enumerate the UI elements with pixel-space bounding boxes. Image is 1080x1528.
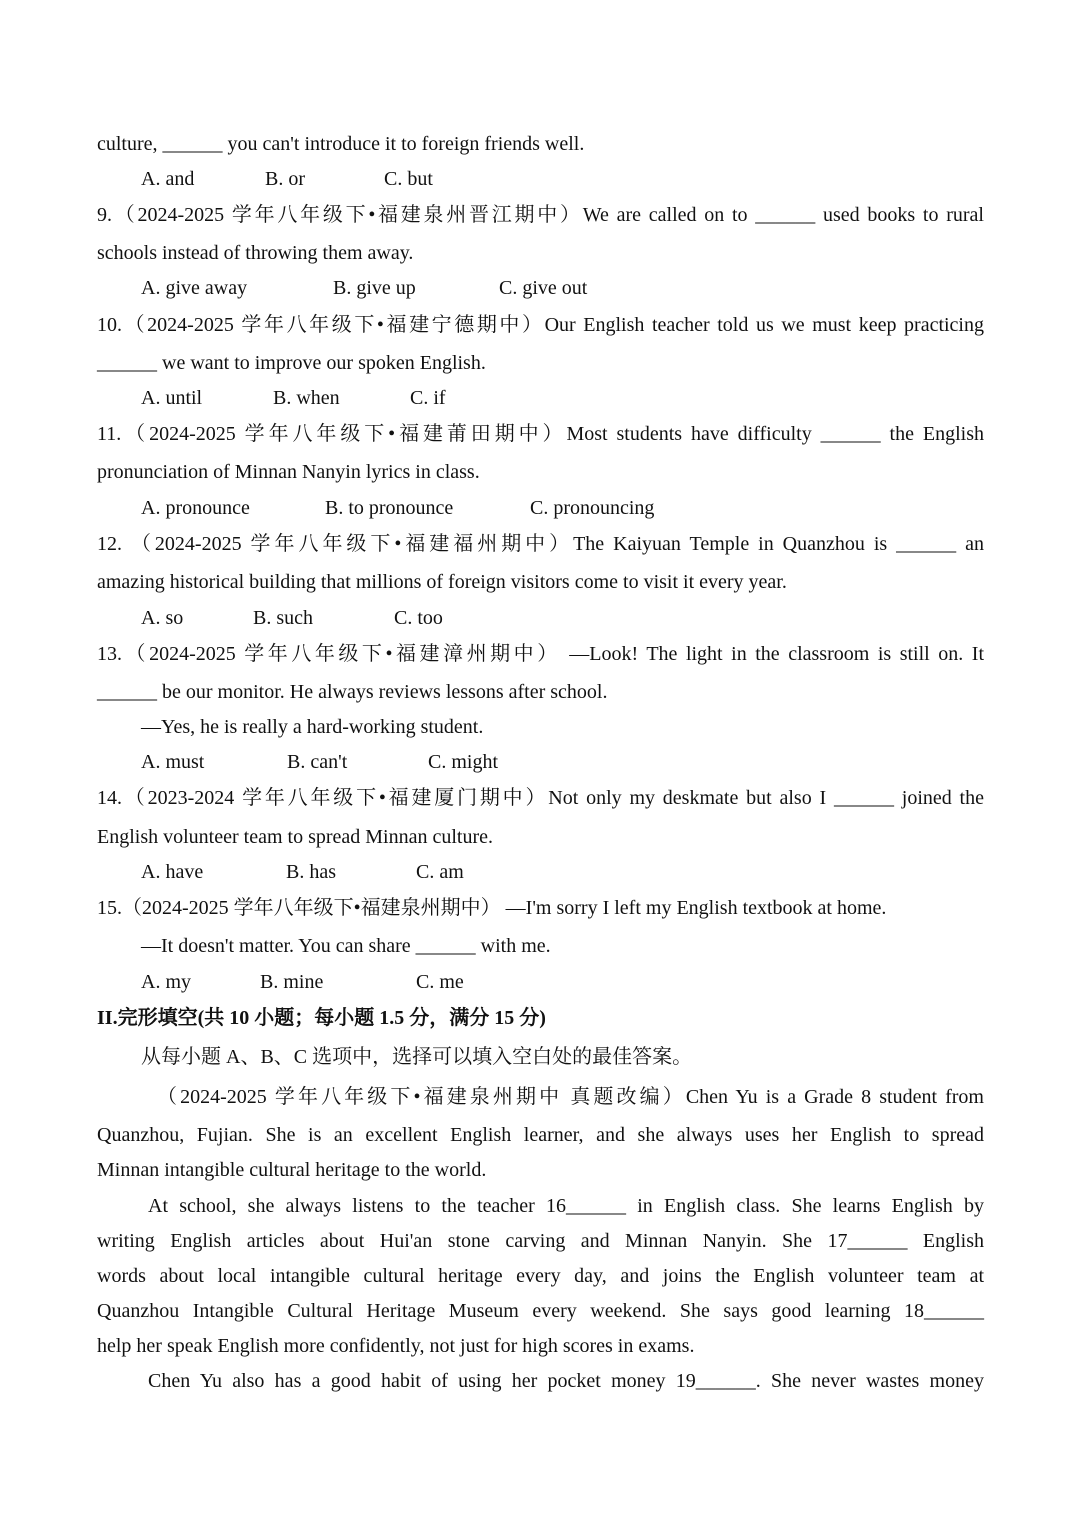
option-b: B. mine [260,971,324,993]
question-13-options [141,747,499,777]
passage-p1-line-3: Minnan intangible cultural heritage to the world. [97,1159,487,1181]
question-14-line-2: English volunteer team to spread Minnan culture. [97,826,494,848]
option-c: C. pronouncing [530,497,655,519]
question-11-options [141,493,655,523]
question-10-line-1: 10.（2024-2025 学年八年级下•福建宁德期中）Our English teacher told us we must keep practicing [97,314,984,336]
option-b: B. has [286,861,336,883]
question-8-options [141,164,433,194]
option-b: B. give up [333,277,416,299]
option-a: A. and [141,168,195,190]
option-a: A. pronounce [141,497,250,519]
passage-p1-line-1: （2024-2025 学年八年级下•福建泉州期中 真题改编）Chen Yu is a Grade 8 student from [157,1086,984,1108]
question-8-continuation: culture, ______ you can't introduce it to foreign friends well. [97,133,585,155]
question-11-line-2: pronunciation of Minnan Nanyin lyrics in class. [97,461,480,483]
option-b: B. to pronounce [325,497,454,519]
passage-p2-line-3: words about local intangible cultural heritage every day, and joins the English volunteer team at [97,1265,984,1287]
question-14-options [141,857,464,887]
option-a: A. have [141,861,204,883]
option-a: A. so [141,607,184,629]
question-12-line-1: 12. （2024-2025 学年八年级下•福建福州期中）The Kaiyuan Temple in Quanzhou is ______ an [97,533,984,555]
option-c: C. if [410,387,446,409]
question-9-options [141,273,588,303]
question-10-options [141,383,446,413]
option-b: B. such [253,607,313,629]
question-13-line-3: —Yes, he is really a hard-working student. [141,716,484,738]
question-13-line-2: ______ be our monitor. He always reviews lessons after school. [97,681,608,703]
option-c: C. give out [499,277,588,299]
passage-p2-line-4: Quanzhou Intangible Cultural Heritage Museum every weekend. She says good learning 18______ [97,1300,984,1322]
passage-p2-line-5: help her speak English more confidently, not just for high scores in exams. [97,1335,695,1357]
section-instruction: 从每小题 A、B、C 选项中，选择可以填入空白处的最佳答案。 [141,1046,693,1068]
question-15-options [141,967,464,997]
question-14-line-1: 14.（2023-2024 学年八年级下•福建厦门期中）Not only my deskmate but also I ______ joined the [97,787,984,809]
question-15-line-2: —It doesn't matter. You can share ______ with me. [141,935,551,957]
option-a: A. give away [141,277,248,299]
option-a: A. must [141,751,205,773]
question-9-line-1: 9.（2024-2025 学年八年级下•福建泉州晋江期中）We are called on to ______ used books to rural [97,204,984,226]
option-b: B. can't [287,751,348,773]
question-15-line-1: 15.（2024-2025 学年八年级下•福建泉州期中） —I'm sorry I left my English textbook at home. [97,897,887,919]
passage-p3-line-1: Chen Yu also has a good habit of using her pocket money 19______. She never wastes money [148,1370,984,1392]
option-c: C. am [416,861,464,883]
passage-p1-line-2: Quanzhou, Fujian. She is an excellent English learner, and she always uses her English to spread [97,1124,984,1146]
option-b: B. or [265,168,305,190]
passage-p2-line-2: writing English articles about Hui'an stone carving and Minnan Nanyin. She 17______ English [97,1230,984,1252]
question-10-line-2: ______ we want to improve our spoken English. [97,352,486,374]
question-9-line-2: schools instead of throwing them away. [97,242,414,264]
option-c: C. me [416,971,464,993]
option-c: C. but [384,168,433,190]
option-b: B. when [273,387,340,409]
section-heading: II.完形填空(共 10 小题；每小题 1.5 分，满分 15 分) [97,1007,546,1029]
question-11-line-1: 11.（2024-2025 学年八年级下•福建莆田期中）Most students have difficulty ______ the English [97,423,984,445]
question-12-options [141,603,443,633]
option-a: A. until [141,387,203,409]
option-c: C. might [428,751,499,773]
option-c: C. too [394,607,443,629]
option-a: A. my [141,971,191,993]
question-13-line-1: 13.（2024-2025 学年八年级下•福建漳州期中） —Look! The light in the classroom is still on. It [97,643,984,665]
passage-p2-line-1: At school, she always listens to the teacher 16______ in English class. She learns English by [148,1195,984,1217]
question-12-line-2: amazing historical building that millions of foreign visitors come to visit it every year. [97,571,787,593]
